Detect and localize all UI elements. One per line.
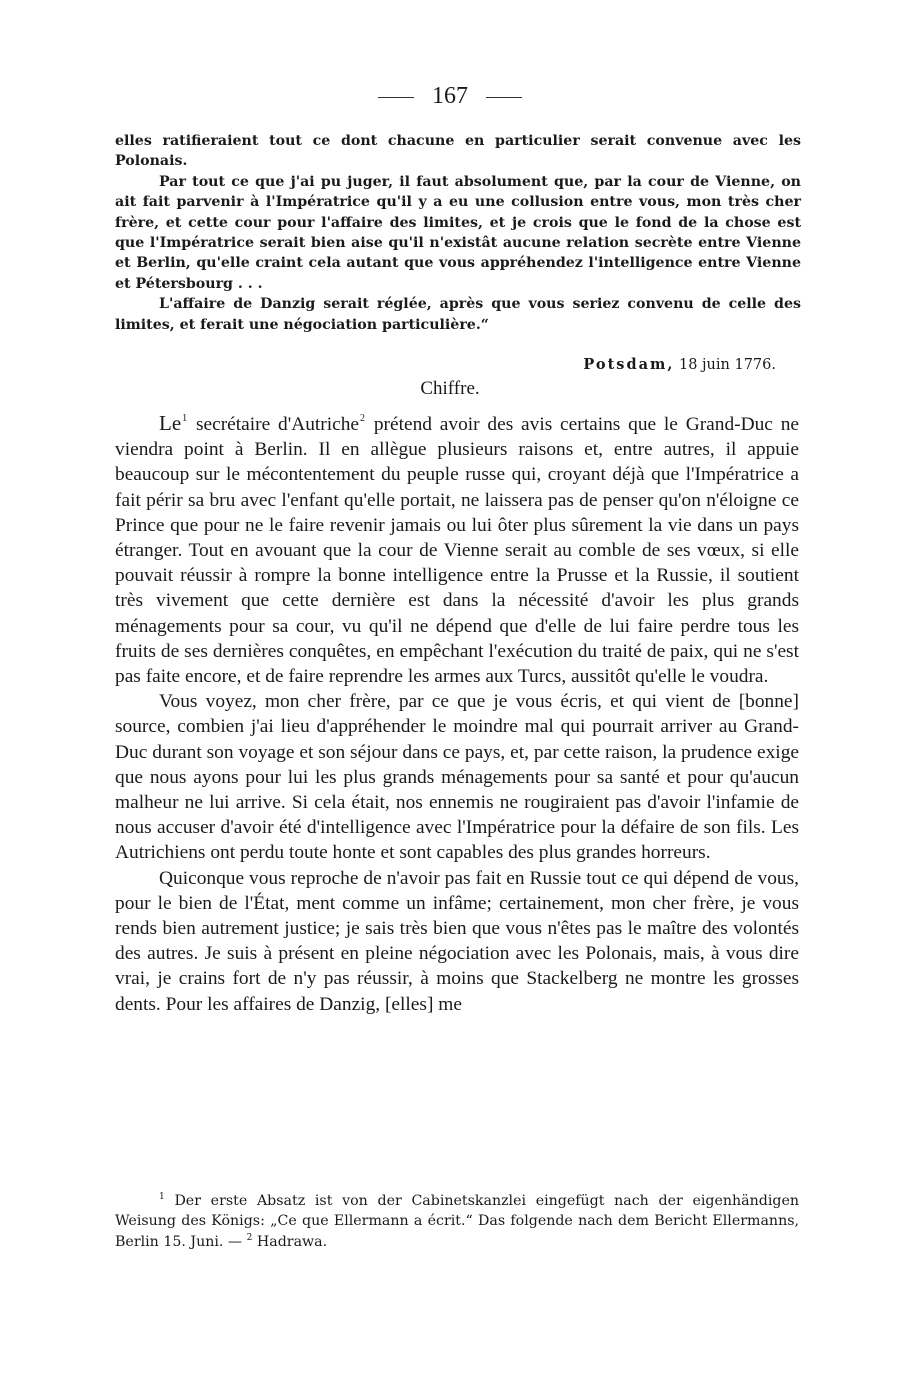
excerpt-paragraph: Par tout ce que j'ai pu juger, il faut absolument que, par la cour de Vienne, on ait fait parvenir à l'Impératrice qu'il y a eu une collusion entre vous, mon très cher frère, et cette cour pour l'affaire des limites, et je crois que le fond de la chose est que l'Impératrice serait bien aise qu'il n'existât aucune relation secrète entre Vienne et Berlin, qu'elle craint cela autant que vous appréhendez l'intelligence entre Vienne et Pétersbourg . . . <box>115 173 801 292</box>
header-rule-right <box>486 97 522 98</box>
footnote-marker: 2 <box>246 1232 253 1243</box>
body-paragraph: Vous voyez, mon cher frère, par ce que je vous écris, et qui vient de [bonne] source, combien j'ai lieu d'appréhender le moindre mal qui pourrait arriver au Grand-Duc durant son voyage et son séjour dans ce pays, et, par cette raison, la prudence exige que nous ayons pour lui les plus grands ménagements pour sa santé et pour qu'aucun malheur ne lui arrive. Si cela était, nos ennemis ne rougiraient pas d'avoir l'infamie de nous accuser d'avoir été d'intelligence avec l'Impératrice pour la défaire de son fils. Les Autrichiens ont perdu toute honte et sont capables des plus grandes horreurs. <box>115 691 799 864</box>
footnote-marker: 1 <box>159 1192 165 1202</box>
letter-excerpt <box>115 131 801 335</box>
footnote-reference[interactable]: 2 <box>360 413 366 424</box>
excerpt-paragraph: L'affaire de Danzig serait réglée, après que vous seriez convenu de celle des limites, et ferait une négociation particulière.“ <box>115 296 801 333</box>
footnote-reference[interactable]: 1 <box>182 413 188 424</box>
body-paragraph <box>115 411 799 689</box>
body-paragraph: Quiconque vous reproche de n'avoir pas fait en Russie tout ce qui dépend de vous, pour le bien de l'État, ment comme un infâme; certainement, mon cher frère, je vous rends bien autrement justice; je sais très bien que vous n'êtes pas le maître des volontés des autres. Je suis à présent en pleine négociation avec les Polonais, mais, à vous dire vrai, je crains fort de n'y pas réussir, à moins que Stackelberg ne montre les grosses dents. Pour les affaires de Danzig, [elles] me <box>115 867 799 1015</box>
footnote <box>115 1191 799 1252</box>
dateline <box>583 355 776 375</box>
footnote-text: Hadrawa. <box>256 1233 328 1250</box>
section-heading: Chiffre. <box>420 378 480 399</box>
page-header <box>0 82 900 110</box>
dateline-date: 18 juin 1776. <box>679 357 776 373</box>
header-rule-left <box>378 97 414 98</box>
body-text-span: secrétaire d'Autriche <box>195 414 360 435</box>
footnote-text: Der erste Absatz ist von der Cabinetskanzlei eingefügt nach der eigenhändigen Weisung des Königs: „Ce que Ellermann a écrit.“ Das folgende nach dem Bericht Ellermanns, Berlin 15. Juni. — <box>115 1193 799 1250</box>
body-text-span: prétend avoir des avis certains que le Grand-Duc ne viendra point à Berlin. Il en allègue plusieurs raisons et, entre autres, il appuie beaucoup sur le mécontentement du peuple russe qui, croyant déjà que l'Impératrice a fait périr sa bru avec l'enfant qu'elle portait, ne laissera pas de penser qu'on n'éloigne ce Prince que pour ne le faire revenir jamais ou lui ôter plus sûrement la vie dans un pays étranger. Tout en avouant que la cour de Vienne serait au comble de ses vœux, si elle pouvait réussir à rompre la bonne intelligence entre la Prusse et la Russie, il soutient très vivement que cette dernière est dans la nécessité d'avoir les plus grands ménagements pour sa cour, vu qu'il ne dépend que d'elle de lui faire perdre tous les fruits de ses dernières conquêtes, en empêchant l'exécution du traité de paix, qui ne s'est pas faite encore, et de faire reprendre les armes aux Turcs, aussitôt qu'elle le voudra. <box>115 414 799 688</box>
footnotes <box>115 1191 799 1252</box>
main-text <box>115 411 799 1017</box>
excerpt-paragraph: elles ratifieraient tout ce dont chacune en particulier serait convenue avec les Polonais. <box>115 133 801 170</box>
dateline-place: Potsdam, <box>583 356 675 373</box>
first-word: Le <box>159 411 182 435</box>
page-number: 167 <box>432 83 468 109</box>
